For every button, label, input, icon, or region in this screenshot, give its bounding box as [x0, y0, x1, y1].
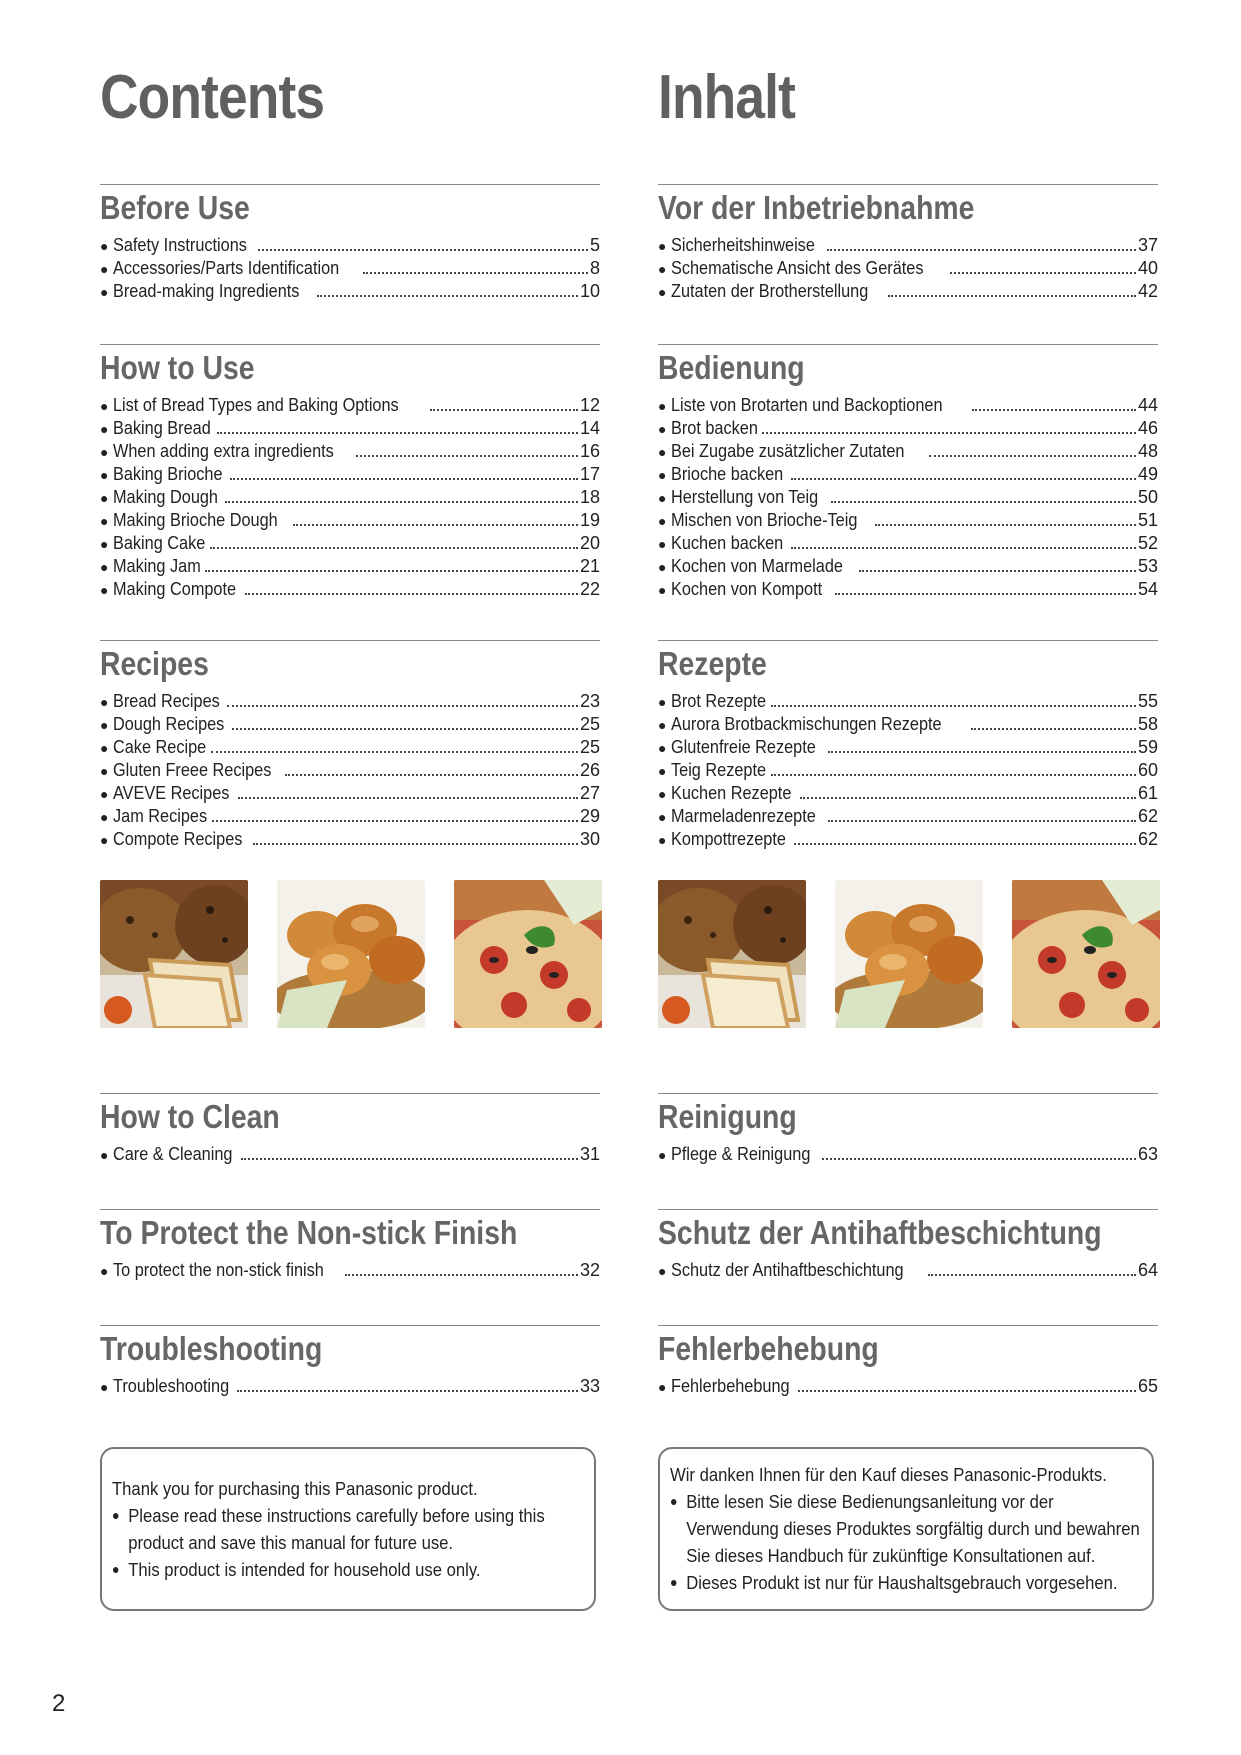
toc-entry-label: Baking Brioche [113, 463, 223, 484]
bullet-icon: ● [100, 513, 109, 529]
toc-list [100, 689, 600, 850]
toc-entry[interactable] [100, 781, 600, 804]
dot-leader [827, 249, 1136, 251]
toc-entry-page: 65 [1137, 1376, 1158, 1396]
toc-entry[interactable] [658, 1374, 1158, 1397]
toc-entry[interactable] [100, 735, 600, 758]
toc-entry[interactable] [100, 531, 600, 554]
bullet-icon: ● [100, 261, 109, 277]
notice-text: Sie dieses Handbuch für zukünftige Konsultationen auf. [686, 1545, 1096, 1566]
section-divider [100, 184, 600, 185]
notice-bullet [112, 1556, 537, 1583]
toc-entry-page: 50 [1137, 487, 1158, 507]
toc-list [658, 1258, 1158, 1281]
dot-leader [212, 820, 578, 822]
dot-leader [928, 1274, 1136, 1276]
toc-entry-page: 62 [1137, 829, 1158, 849]
dot-leader [831, 501, 1136, 503]
toc-entry[interactable] [658, 577, 1158, 600]
section-divider [100, 1325, 600, 1326]
bullet-icon: ● [658, 694, 667, 710]
section-title: Troubleshooting [100, 1330, 323, 1367]
bullet-icon: ● [658, 740, 667, 756]
toc-entry-page: 51 [1137, 510, 1158, 530]
section-title: Schutz der Antihaftbeschichtung [658, 1214, 1102, 1251]
bullet-icon: ● [100, 421, 109, 437]
contents-title: Contents [100, 63, 325, 132]
dot-leader [210, 547, 578, 549]
toc-entry-page: 16 [579, 441, 600, 461]
toc-entry-page: 29 [579, 806, 600, 826]
dot-leader [888, 295, 1136, 297]
toc-entry-page: 17 [579, 464, 600, 484]
toc-entry-page: 22 [579, 579, 600, 599]
dot-leader [225, 501, 578, 503]
inhalt-title: Inhalt [658, 63, 796, 132]
toc-entry-label: Bread-making Ingredients [113, 280, 300, 301]
dot-leader [345, 1274, 578, 1276]
toc-entry-page: 14 [579, 418, 600, 438]
section-title: Fehlerbehebung [658, 1330, 879, 1367]
bullet-icon: ● [658, 717, 667, 733]
toc-entry[interactable] [100, 554, 600, 577]
bread-rolls-photo [277, 880, 425, 1028]
toc-entry-label: Zutaten der Brotherstellung [671, 280, 869, 301]
toc-list [100, 1258, 600, 1281]
toc-entry-page: 33 [579, 1376, 600, 1396]
bullet-icon: ● [658, 421, 667, 437]
toc-entry-page: 42 [1137, 281, 1158, 301]
toc-entry[interactable] [658, 256, 1158, 279]
toc-entry-page: 40 [1137, 258, 1158, 278]
toc-entry[interactable] [658, 781, 1158, 804]
notice-text: product and save this manual for future use. [128, 1532, 454, 1553]
toc-entry-page: 12 [579, 395, 600, 415]
toc-entry[interactable] [658, 439, 1158, 462]
toc-entry-label: Bei Zugabe zusätzlicher Zutaten [671, 440, 905, 461]
toc-entry[interactable] [100, 279, 600, 302]
bullet-icon: ● [100, 786, 109, 802]
notice-text: Dieses Produkt ist nur für Haushaltsgebrauch vorgesehen. [686, 1572, 1118, 1593]
toc-entry[interactable] [658, 1142, 1158, 1165]
toc-entry[interactable] [658, 508, 1158, 531]
toc-list [658, 1374, 1158, 1397]
bullet-icon: ● [658, 444, 667, 460]
toc-entry[interactable] [658, 712, 1158, 735]
bullet-icon: ● [100, 536, 109, 552]
dot-leader [217, 432, 578, 434]
toc-entry-label: Jam Recipes [113, 805, 208, 826]
toc-entry[interactable] [100, 485, 600, 508]
section-title: To Protect the Non-stick Finish [100, 1214, 518, 1251]
bullet-icon: ● [670, 1493, 678, 1509]
bullet-icon: ● [100, 694, 109, 710]
toc-entry[interactable] [658, 1258, 1158, 1281]
toc-entry-page: 37 [1137, 235, 1158, 255]
toc-entry[interactable] [100, 462, 600, 485]
toc-entry[interactable] [658, 233, 1158, 256]
toc-entry-page: 58 [1137, 714, 1158, 734]
section-title: Before Use [100, 189, 250, 226]
toc-entry-label: Herstellung von Teig [671, 486, 819, 507]
bullet-icon: ● [658, 832, 667, 848]
toc-entry-page: 25 [579, 737, 600, 757]
bullet-icon: ● [100, 284, 109, 300]
toc-entry[interactable] [658, 416, 1158, 439]
section-bedienung [658, 344, 1158, 600]
section-vor-der-inbetriebnahme [658, 184, 1158, 302]
toc-entry-label: Kochen von Marmelade [671, 555, 844, 576]
toc-list [100, 1374, 600, 1397]
notice-text: Verwendung dieses Produktes sorgfältig durch und bewahren [686, 1518, 1140, 1539]
toc-entry-page: 19 [579, 510, 600, 530]
toc-entry[interactable] [100, 827, 600, 850]
dot-leader [227, 705, 578, 707]
toc-entry-page: 10 [579, 281, 600, 301]
toc-entry[interactable] [100, 416, 600, 439]
toc-entry-page: 23 [579, 691, 600, 711]
dot-leader [822, 1158, 1136, 1160]
section-how-to-clean [100, 1093, 600, 1165]
toc-entry-page: 30 [579, 829, 600, 849]
bullet-icon: ● [100, 832, 109, 848]
toc-entry-page: 53 [1137, 556, 1158, 576]
bullet-icon: ● [658, 490, 667, 506]
toc-entry[interactable] [100, 508, 600, 531]
section-title: Reinigung [658, 1098, 797, 1135]
dot-leader [293, 524, 578, 526]
section-title: Recipes [100, 645, 209, 682]
toc-entry-label: Marmeladenrezepte [671, 805, 817, 826]
section-divider [100, 1093, 600, 1094]
bread-loaf-photo [100, 880, 248, 1028]
toc-entry[interactable] [658, 804, 1158, 827]
toc-entry-label: Glutenfreie Rezepte [671, 736, 817, 757]
notice-intro: Thank you for purchasing this Panasonic product. [112, 1478, 478, 1499]
toc-entry-page: 60 [1137, 760, 1158, 780]
bullet-icon: ● [100, 467, 109, 483]
section-divider [658, 1209, 1158, 1210]
notice-text: This product is intended for household use only. [128, 1559, 481, 1580]
toc-entry-label: Brot backen [671, 417, 759, 438]
toc-entry[interactable] [658, 393, 1158, 416]
toc-entry-label: Mischen von Brioche-Teig [671, 509, 858, 530]
bullet-icon: ● [100, 1379, 109, 1395]
danke-notice [658, 1447, 1154, 1611]
toc-entry[interactable] [100, 689, 600, 712]
toc-entry-label: Dough Recipes [113, 713, 225, 734]
section-how-to-use [100, 344, 600, 600]
toc-entry-label: Kuchen backen [671, 532, 784, 553]
section-title: How to Use [100, 349, 255, 386]
thank-you-notice [100, 1447, 596, 1611]
bullet-icon: ● [658, 238, 667, 254]
toc-entry-page: 5 [589, 235, 600, 255]
dot-leader [245, 593, 578, 595]
toc-entry-label: When adding extra ingredients [113, 440, 335, 461]
toc-entry-label: AVEVE Recipes [113, 782, 230, 803]
dot-leader [258, 249, 588, 251]
bullet-icon: ● [658, 536, 667, 552]
notice-intro: Wir danken Ihnen für den Kauf dieses Panasonic-Produkts. [670, 1464, 1107, 1485]
toc-entry-label: List of Bread Types and Baking Options [113, 394, 400, 415]
toc-entry[interactable] [658, 462, 1158, 485]
toc-entry-label: Gluten Freee Recipes [113, 759, 272, 780]
toc-entry-page: 46 [1137, 418, 1158, 438]
toc-entry[interactable] [658, 554, 1158, 577]
bullet-icon: ● [112, 1561, 120, 1577]
toc-entry-label: To protect the non-stick finish [113, 1259, 325, 1280]
bullet-icon: ● [658, 261, 667, 277]
bullet-icon: ● [658, 786, 667, 802]
bullet-icon: ● [658, 467, 667, 483]
toc-entry[interactable] [100, 1258, 600, 1281]
section-before-use [100, 184, 600, 302]
bullet-icon: ● [100, 238, 109, 254]
photo-strip [100, 880, 600, 1028]
toc-list [658, 233, 1158, 302]
bullet-icon: ● [658, 809, 667, 825]
toc-list [100, 393, 600, 600]
dot-leader [875, 524, 1136, 526]
toc-entry[interactable] [658, 827, 1158, 850]
bread-loaf-photo [658, 880, 806, 1028]
bullet-icon: ● [112, 1507, 120, 1523]
toc-entry-page: 31 [579, 1144, 600, 1164]
toc-entry-page: 26 [579, 760, 600, 780]
section-title: Rezepte [658, 645, 767, 682]
dot-leader [238, 797, 578, 799]
toc-entry[interactable] [658, 758, 1158, 781]
toc-entry-label: Kuchen Rezepte [671, 782, 792, 803]
bullet-icon: ● [100, 490, 109, 506]
bullet-icon: ● [100, 740, 109, 756]
toc-entry[interactable] [100, 1142, 600, 1165]
toc-entry-page: 61 [1137, 783, 1158, 803]
section-title: How to Clean [100, 1098, 280, 1135]
section-title: Vor der Inbetriebnahme [658, 189, 975, 226]
toc-list [658, 393, 1158, 600]
bullet-icon: ● [100, 1147, 109, 1163]
toc-entry-label: Schematische Ansicht des Gerätes [671, 257, 924, 278]
dot-leader [241, 1158, 578, 1160]
dot-leader [211, 751, 578, 753]
section-schutz [658, 1209, 1158, 1281]
section-divider [100, 344, 600, 345]
toc-entry-page: 20 [579, 533, 600, 553]
dot-leader [762, 432, 1136, 434]
toc-entry-label: Brot Rezepte [671, 690, 767, 711]
notice-text: Please read these instructions carefully before using this [128, 1505, 545, 1526]
dot-leader [972, 409, 1136, 411]
dot-leader [363, 272, 588, 274]
toc-entry[interactable] [100, 758, 600, 781]
toc-entry-page: 59 [1137, 737, 1158, 757]
section-divider [100, 640, 600, 641]
toc-entry-label: Liste von Brotarten und Backoptionen [671, 394, 943, 415]
dot-leader [285, 774, 578, 776]
toc-entry-page: 64 [1137, 1260, 1158, 1280]
toc-entry[interactable] [100, 393, 600, 416]
toc-entry-label: Making Jam [113, 555, 202, 576]
toc-entry-label: Compote Recipes [113, 828, 243, 849]
toc-entry-label: Cake Recipe [113, 736, 207, 757]
toc-entry-page: 27 [579, 783, 600, 803]
dot-leader [791, 478, 1136, 480]
bullet-icon: ● [658, 1379, 667, 1395]
bullet-icon: ● [100, 444, 109, 460]
dot-leader [798, 1390, 1136, 1392]
toc-entry-page: 55 [1137, 691, 1158, 711]
bullet-icon: ● [658, 398, 667, 414]
toc-entry[interactable] [100, 233, 600, 256]
toc-entry[interactable] [658, 735, 1158, 758]
toc-entry-label: Fehlerbehebung [671, 1375, 791, 1396]
dot-leader [828, 751, 1136, 753]
section-divider [658, 1325, 1158, 1326]
toc-entry-page: 48 [1137, 441, 1158, 461]
bullet-icon: ● [100, 559, 109, 575]
dot-leader [317, 295, 578, 297]
bullet-icon: ● [658, 763, 667, 779]
dot-leader [800, 797, 1136, 799]
bullet-icon: ● [100, 809, 109, 825]
toc-entry-label: Aurora Brotbackmischungen Rezepte [671, 713, 943, 734]
toc-entry-label: Schutz der Antihaftbeschichtung [671, 1259, 905, 1280]
dot-leader [205, 570, 578, 572]
dot-leader [828, 820, 1136, 822]
toc-entry-label: Safety Instructions [113, 234, 248, 255]
toc-entry[interactable] [100, 712, 600, 735]
bullet-icon: ● [100, 717, 109, 733]
dot-leader [971, 728, 1136, 730]
toc-entry-label: Troubleshooting [113, 1375, 230, 1396]
toc-entry-page: 44 [1137, 395, 1158, 415]
toc-entry[interactable] [100, 577, 600, 600]
section-reinigung [658, 1093, 1158, 1165]
toc-entry[interactable] [658, 531, 1158, 554]
toc-entry-page: 62 [1137, 806, 1158, 826]
toc-entry-page: 18 [579, 487, 600, 507]
toc-entry[interactable] [100, 1374, 600, 1397]
notice-text: Bitte lesen Sie diese Bedienungsanleitung vor der [686, 1491, 1054, 1512]
page-number: 2 [52, 1690, 66, 1717]
dot-leader [929, 455, 1136, 457]
toc-list [658, 1142, 1158, 1165]
dot-leader [232, 728, 578, 730]
bullet-icon: ● [100, 398, 109, 414]
section-divider [100, 1209, 600, 1210]
dot-leader [237, 1390, 578, 1392]
section-fehlerbehebung [658, 1325, 1158, 1397]
bullet-icon: ● [658, 1263, 667, 1279]
section-divider [658, 1093, 1158, 1094]
bullet-icon: ● [670, 1574, 678, 1590]
pizza-photo [1012, 880, 1160, 1028]
toc-entry-page: 32 [579, 1260, 600, 1280]
toc-entry-label: Accessories/Parts Identification [113, 257, 340, 278]
toc-entry-page: 63 [1137, 1144, 1158, 1164]
dot-leader [253, 843, 578, 845]
dot-leader [791, 547, 1136, 549]
section-non-stick [100, 1209, 600, 1281]
photo-strip [658, 880, 1158, 1028]
toc-entry-page: 54 [1137, 579, 1158, 599]
toc-list [100, 233, 600, 302]
bullet-icon: ● [100, 1263, 109, 1279]
dot-leader [771, 705, 1136, 707]
toc-entry-label: Baking Bread [113, 417, 212, 438]
bread-rolls-photo [835, 880, 983, 1028]
dot-leader [794, 843, 1136, 845]
toc-entry-label: Sicherheitshinweise [671, 234, 816, 255]
bullet-icon: ● [658, 284, 667, 300]
toc-entry[interactable] [100, 804, 600, 827]
toc-entry[interactable] [100, 256, 600, 279]
bullet-icon: ● [658, 513, 667, 529]
dot-leader [859, 570, 1136, 572]
toc-entry[interactable] [100, 439, 600, 462]
toc-entry[interactable] [658, 279, 1158, 302]
toc-entry-label: Brioche backen [671, 463, 784, 484]
toc-entry-label: Pflege & Reinigung [671, 1143, 811, 1164]
section-rezepte [658, 640, 1158, 850]
toc-entry-label: Bread Recipes [113, 690, 221, 711]
dot-leader [771, 774, 1136, 776]
toc-entry-label: Care & Cleaning [113, 1143, 233, 1164]
toc-entry-label: Baking Cake [113, 532, 206, 553]
dot-leader [950, 272, 1136, 274]
dot-leader [230, 478, 578, 480]
toc-entry-label: Kompottrezepte [671, 828, 787, 849]
toc-entry-label: Making Brioche Dough [113, 509, 279, 530]
dot-leader [835, 593, 1136, 595]
dot-leader [430, 409, 578, 411]
toc-entry-label: Teig Rezepte [671, 759, 767, 780]
toc-list [100, 1142, 600, 1165]
section-divider [658, 344, 1158, 345]
pizza-photo [454, 880, 602, 1028]
toc-entry-page: 52 [1137, 533, 1158, 553]
dot-leader [356, 455, 578, 457]
section-divider [658, 184, 1158, 185]
toc-entry-page: 49 [1137, 464, 1158, 484]
toc-entry-page: 8 [589, 258, 600, 278]
notice-bullet [670, 1488, 1095, 1515]
notice-bullet [670, 1569, 1118, 1596]
bullet-icon: ● [658, 1147, 667, 1163]
bullet-icon: ● [100, 763, 109, 779]
bullet-icon: ● [100, 582, 109, 598]
section-troubleshooting [100, 1325, 600, 1397]
toc-entry-page: 21 [579, 556, 600, 576]
toc-entry-label: Making Dough [113, 486, 219, 507]
toc-entry-label: Kochen von Kompott [671, 578, 823, 599]
bullet-icon: ● [658, 559, 667, 575]
toc-entry-page: 25 [579, 714, 600, 734]
section-title: Bedienung [658, 349, 805, 386]
bullet-icon: ● [658, 582, 667, 598]
toc-list [658, 689, 1158, 850]
toc-entry-label: Making Compote [113, 578, 237, 599]
toc-entry[interactable] [658, 689, 1158, 712]
toc-entry[interactable] [658, 485, 1158, 508]
section-recipes [100, 640, 600, 850]
section-divider [658, 640, 1158, 641]
notice-bullet [112, 1502, 545, 1529]
